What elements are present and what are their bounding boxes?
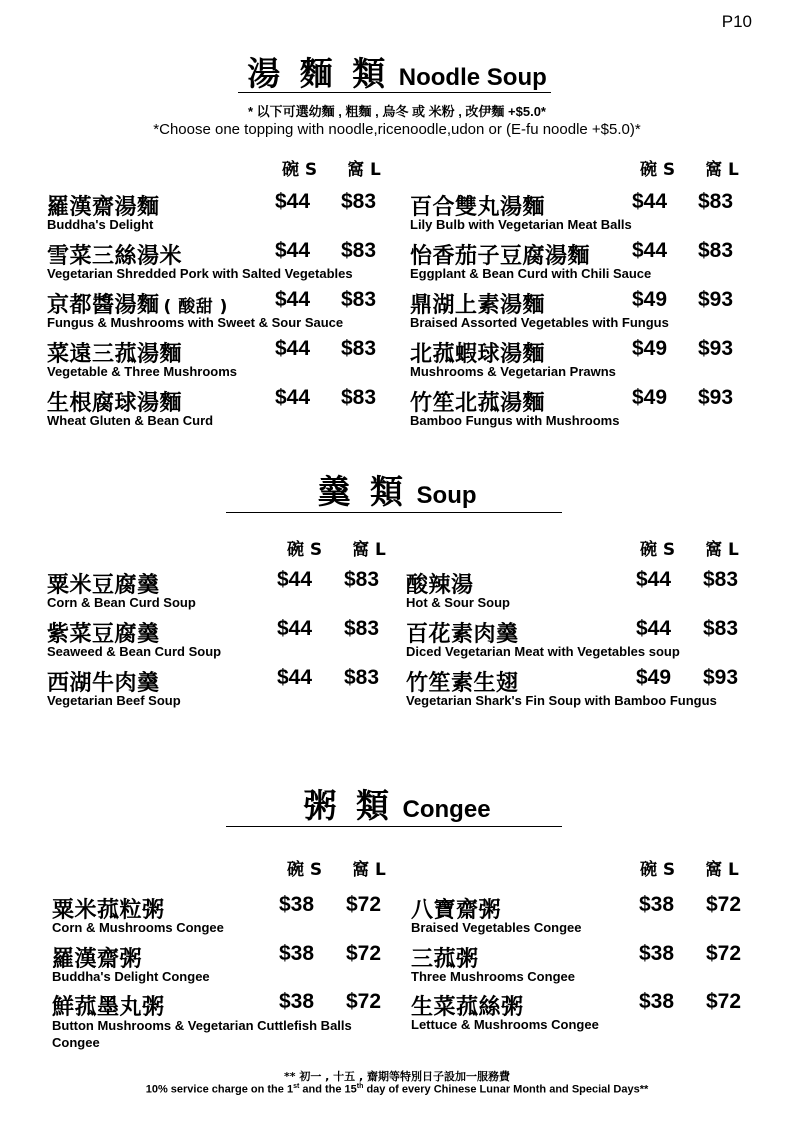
menu-item-name-zh: 鼎湖上素湯麵 [410, 293, 546, 318]
price-large: $72 [706, 990, 742, 1013]
menu-item [47, 617, 404, 667]
menu-item-name-en: Vegetarian Beef Soup [47, 693, 181, 708]
service-charge-note-zh: ** 初一 , 十五 , 齋期等特別日子設加一服務費 [283, 1070, 510, 1083]
menu-item [410, 337, 758, 387]
size-large-label: 窩 L [705, 860, 739, 880]
noodle-section-title [0, 48, 794, 95]
soup-title-en: Soup [416, 482, 477, 509]
price-small: $44 [277, 666, 313, 689]
price-small: $38 [279, 990, 315, 1013]
menu-item-name-en: Bamboo Fungus with Mushrooms [410, 413, 620, 428]
menu-item [406, 666, 763, 716]
menu-item-name-zh: 百花素肉羹 [406, 622, 519, 647]
price-large: $72 [346, 893, 382, 916]
menu-item-name-zh: 鮮菰墨丸粥 [52, 995, 165, 1020]
menu-item-name-en: Fungus & Mushrooms with Sweet & Sour Sauce [47, 315, 344, 330]
menu-item-name-zh: 八寶齋粥 [411, 898, 502, 923]
price-large: $83 [341, 337, 377, 360]
soup-size-header-left [287, 535, 386, 560]
menu-item-name-zh: 怡香茄子豆腐湯麵 [410, 244, 591, 269]
congee-section-title [0, 780, 794, 827]
soup-section-title [0, 466, 794, 513]
price-large: $83 [698, 239, 734, 262]
soup-title-rule [226, 512, 562, 513]
price-small: $44 [277, 617, 313, 640]
congee-size-header-left [287, 855, 386, 880]
menu-item [47, 239, 401, 289]
menu-item-name-zh: 京都醬湯麵 ( 酸甜 ) [47, 293, 228, 318]
menu-item-name-zh: 西湖牛肉羹 [47, 671, 160, 696]
price-small: $44 [277, 568, 313, 591]
size-small-label: 碗 S [640, 540, 676, 560]
menu-item-name-en: Lily Bulb with Vegetarian Meat Balls [410, 217, 632, 232]
menu-item-name-zh: 生根腐球湯麵 [47, 391, 183, 416]
price-small: $44 [275, 337, 311, 360]
menu-item-name-en: Corn & Mushrooms Congee [52, 920, 224, 935]
congee-size-header-right [640, 855, 739, 880]
price-small: $38 [639, 893, 675, 916]
menu-item [47, 568, 404, 618]
price-large: $72 [346, 941, 382, 965]
soup-title-zh: 羹 類 [317, 472, 407, 511]
menu-item-name-zh: 三菰粥 [411, 946, 479, 972]
price-small: $44 [632, 239, 668, 262]
size-small-label: 碗 S [640, 860, 676, 880]
menu-item-name-en: Braised Vegetables Congee [411, 920, 582, 935]
menu-item-name-en: Vegetarian Shredded Pork with Salted Vegetables [47, 266, 353, 281]
menu-item-name-en: Lettuce & Mushrooms Congee [411, 1017, 599, 1032]
menu-item [411, 990, 766, 1040]
price-small: $49 [632, 386, 668, 409]
menu-item-name-zh: 紫菜豆腐羹 [47, 622, 160, 647]
size-small-label: 碗 S [287, 860, 323, 880]
menu-item-name-en: Wheat Gluten & Bean Curd [47, 413, 214, 428]
price-small: $44 [275, 386, 311, 409]
price-small: $38 [279, 893, 315, 916]
price-small: $49 [632, 288, 668, 311]
menu-item [52, 893, 406, 943]
price-small: $44 [275, 190, 311, 213]
service-charge-note-en: 10% service charge on the 1st and the 15th day of every Chinese Lunar Month and Special Days** [145, 1083, 649, 1096]
menu-item-name-en: Button Mushrooms & Vegetarian Cuttlefish Balls Congee [52, 1018, 352, 1050]
menu-item [47, 288, 401, 338]
price-small: $44 [275, 239, 311, 262]
size-large-label: 窩 L [352, 540, 386, 560]
price-large: $93 [698, 288, 734, 311]
noodle-note-zh: * 以下可選幼麵 , 粗麵 , 烏冬 或 米粉 , 改伊麵 +$5.0* [248, 104, 546, 119]
price-small: $38 [279, 941, 315, 965]
menu-item-name-zh: 菜遠三菰湯麵 [47, 342, 183, 367]
menu-item [406, 568, 763, 618]
price-small: $49 [636, 666, 672, 689]
noodle-size-header-right [640, 155, 739, 180]
price-large: $83 [341, 288, 377, 311]
price-large: $93 [703, 666, 739, 689]
menu-item-name-en: Vegetarian Shark's Fin Soup with Bamboo Fungus [406, 693, 717, 708]
price-small: $44 [636, 617, 672, 640]
menu-item-name-zh: 羅漢齋湯麵 [47, 195, 160, 220]
price-small: $38 [639, 990, 675, 1013]
price-large: $72 [706, 941, 742, 965]
menu-item-name-zh: 羅漢齋粥 [52, 946, 143, 972]
price-small: $49 [632, 337, 668, 360]
price-large: $93 [698, 337, 734, 360]
menu-item [47, 386, 401, 436]
price-small: $44 [275, 288, 311, 311]
price-large: $93 [698, 386, 734, 409]
menu-item-name-en: Eggplant & Bean Curd with Chili Sauce [410, 266, 652, 281]
menu-item-name-zh: 雪菜三絲湯米 [47, 244, 183, 269]
menu-item [410, 288, 758, 338]
menu-item-name-zh: 酸辣湯 [406, 573, 474, 598]
price-large: $83 [341, 239, 377, 262]
size-small-label: 碗 S [282, 160, 318, 180]
price-large: $83 [703, 617, 739, 640]
menu-item [47, 666, 404, 716]
menu-item [411, 942, 766, 992]
menu-item [47, 190, 401, 240]
price-small: $44 [636, 568, 672, 591]
menu-item-name-en: Mushrooms & Vegetarian Prawns [410, 364, 616, 379]
menu-item [406, 617, 763, 667]
menu-item-name-zh: 粟米菰粒粥 [52, 898, 165, 923]
noodle-size-header-left [282, 155, 381, 180]
page-number: P10 [721, 12, 752, 31]
menu-item-name-en: Buddha's Delight [47, 217, 154, 232]
size-small-label: 碗 S [287, 540, 323, 560]
price-small: $38 [639, 941, 675, 965]
menu-item-name-zh: 北菰蝦球湯麵 [410, 342, 546, 367]
menu-item [410, 386, 758, 436]
price-large: $83 [703, 568, 739, 591]
menu-item [411, 893, 766, 943]
size-small-label: 碗 S [640, 160, 676, 180]
menu-item [47, 337, 401, 387]
congee-title-zh: 粥 類 [303, 786, 393, 825]
price-large: $72 [346, 990, 382, 1013]
noodle-title-zh: 湯 麵 類 [247, 54, 390, 93]
menu-item-name-en: Buddha's Delight Congee [52, 968, 210, 984]
menu-item [410, 190, 758, 240]
menu-item-name-en: Braised Assorted Vegetables with Fungus [410, 315, 669, 330]
price-large: $72 [706, 893, 742, 916]
menu-item-name-zh: 竹笙素生翅 [406, 671, 519, 696]
menu-item-name-zh: 竹笙北菰湯麵 [410, 391, 546, 416]
congee-title-rule [226, 826, 562, 827]
price-large: $83 [698, 190, 734, 213]
noodle-title-en: Noodle Soup [398, 64, 547, 91]
noodle-note-en: *Choose one topping with noodle,ricenoodle,udon or (E-fu noodle +$5.0)* [153, 121, 641, 138]
menu-item [410, 239, 758, 289]
soup-size-header-right [640, 535, 739, 560]
size-large-label: 窩 L [705, 540, 739, 560]
menu-item [52, 990, 406, 1050]
menu-item-name-zh: 生菜菰絲粥 [411, 995, 524, 1020]
price-large: $83 [341, 190, 377, 213]
menu-item-name-en: Seaweed & Bean Curd Soup [47, 644, 222, 659]
size-large-label: 窩 L [347, 160, 381, 180]
noodle-title-rule [238, 92, 551, 93]
congee-title-en: Congee [402, 796, 491, 823]
price-small: $44 [632, 190, 668, 213]
size-large-label: 窩 L [705, 160, 739, 180]
menu-item-name-en: Corn & Bean Curd Soup [47, 595, 196, 610]
price-large: $83 [344, 617, 380, 640]
menu-item-name-en: Vegetable & Three Mushrooms [47, 364, 237, 379]
menu-item-name-en: Diced Vegetarian Meat with Vegetables soup [406, 644, 680, 659]
price-large: $83 [344, 568, 380, 591]
price-large: $83 [344, 666, 380, 689]
size-large-label: 窩 L [352, 860, 386, 880]
menu-item-name-zh: 粟米豆腐羹 [47, 573, 160, 598]
menu-item-name-zh: 百合雙丸湯麵 [410, 195, 546, 220]
menu-item-name-en: Three Mushrooms Congee [411, 968, 575, 984]
menu-item-name-en: Hot & Sour Soup [406, 595, 510, 610]
price-large: $83 [341, 386, 377, 409]
menu-item-flavor-note: ( 酸甜 ) [163, 297, 228, 317]
menu-item [52, 942, 406, 992]
